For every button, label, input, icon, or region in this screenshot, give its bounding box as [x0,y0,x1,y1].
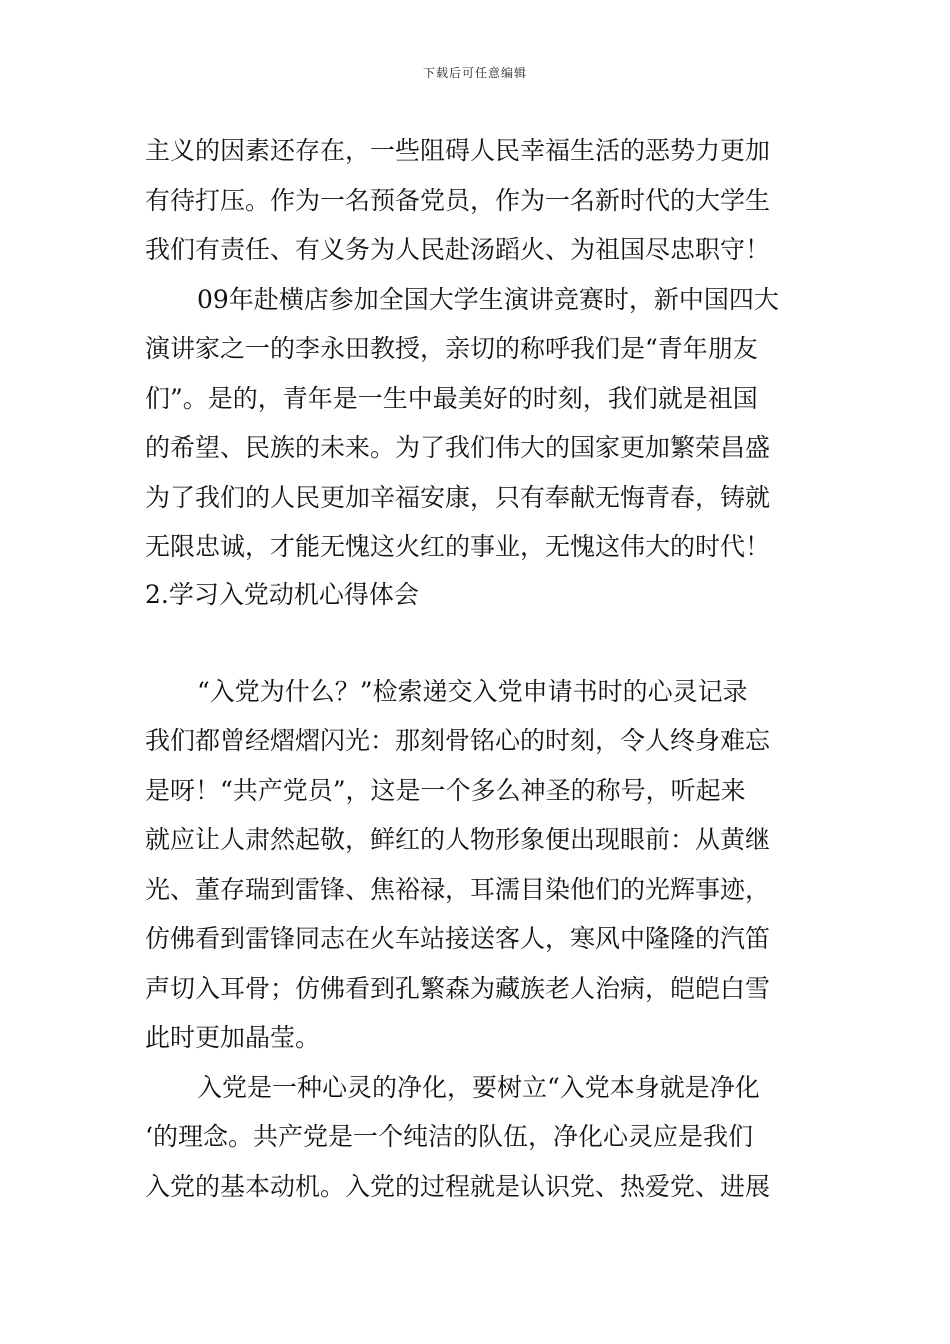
paragraph-gap [145,617,810,667]
text-line: 是呀！“共产党员”，这是一个多么神圣的称号，听起来 [145,775,746,805]
text-line: 入党是一种心灵的净化，要树立“入党本身就是净化 [197,1072,760,1102]
text-line: 09年赴横店参加全国大学生演讲竞赛时，新中国四大 [197,284,779,314]
text-line: 声切入耳骨；仿佛看到孔繁森为藏族老人治病，皑皑白雪 [145,973,771,1003]
text-line: 我们都曾经熠熠闪光：那刻骨铭心的时刻，令人终身难忘 [145,726,771,755]
text-line: 就应让人肃然起敬，鲜红的人物形象便出现眼前：从黄继 [145,825,771,854]
text-line: 演讲家之一的李永田教授，亲切的称呼我们是“青年朋友 [145,334,758,363]
text-line: 仿佛看到雷锋同志在火车站接送客人，寒风中隆隆的汽笛 [145,924,771,953]
text-line: 的希望、民族的未来。为了我们伟大的国家更加繁荣昌盛 [145,433,771,462]
text-line: 我们有责任、有义务为人民赴汤蹈火、为祖国尽忠职守！ [145,235,771,264]
text-line: “入党为什么？”检索递交入党申请书时的心灵记录 [197,676,748,706]
page-header: 下载后可任意编辑 [422,66,527,80]
document-body [145,126,810,1211]
text-line: ‘的理念。共产党是一个纯洁的队伍，净化心灵应是我们 [145,1122,753,1151]
text-line: 有待打压。作为一名预备党员，作为一名新时代的大学生 [145,185,771,215]
text-line: 光、董存瑞到雷锋、焦裕禄，耳濡目染他们的光辉事迹， [145,874,771,904]
text-line: 入党的基本动机。入党的过程就是认识党、热爱党、进展 [145,1171,771,1201]
text-line: 此时更加晶莹。 [145,1023,321,1052]
text-line: 主义的因素还存在，一些阻碍人民幸福生活的恶势力更加 [145,136,771,165]
text-line: 为了我们的人民更加辛福安康，只有奉献无悔青春，铸就 [145,482,771,512]
text-line: 无限忠诚，才能无愧这火红的事业，无愧这伟大的时代！ [145,532,771,561]
section-heading: 2.学习入党动机心得体会 [145,579,419,609]
text-line: 们”。是的，青年是一生中最美好的时刻，我们就是祖国 [145,383,758,413]
